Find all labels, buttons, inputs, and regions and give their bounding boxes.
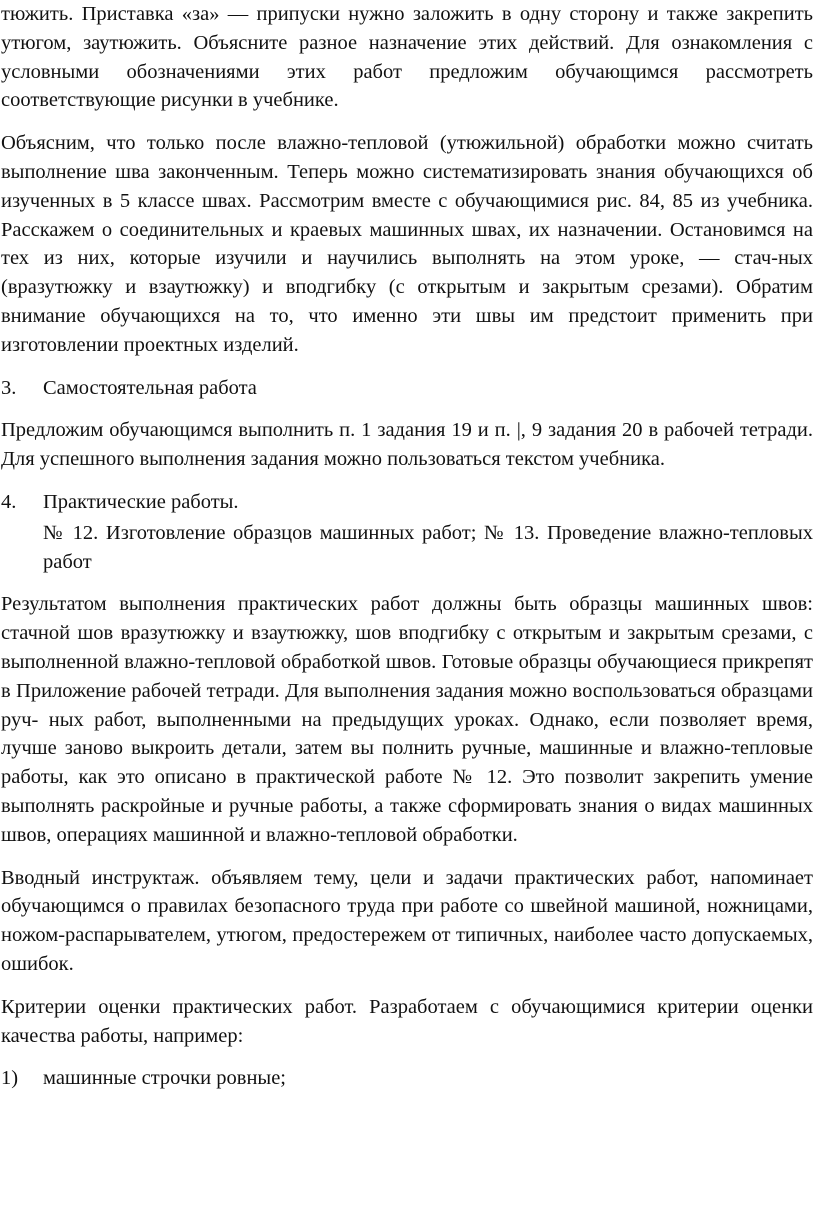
section-heading-independent-work	[1, 374, 813, 403]
paragraph: Критерии оценки практических работ. Разработаем с обучающимися критерии оценки качества работы, например:	[1, 995, 813, 1047]
list-text: Самостоятельная работа	[43, 376, 257, 399]
section-heading-practical-works	[1, 488, 813, 517]
paragraph: тюжить. Приставка «за» — припуски нужно заложить в одну сторону и также закрепить утюгом, заутюжить. Объясните разное назначение этих действий. Для ознакомления с условными обозначениями этих работ предложим обучающимся рассмотреть соответствующие рисунки в учебнике.	[1, 3, 813, 112]
list-text: машинные строчки ровные;	[43, 1067, 286, 1090]
paragraph: Предложим обучающимся выполнить п. 1 задания 19 и п. |, 9 задания 20 в рабочей тетради. Для успешного выполнения задания можно пользоваться текстом учебника.	[1, 419, 813, 471]
paragraph: Результатом выполнения практических работ должны быть образцы машинных швов: стачной шов вразутюжку и взаутюжку, шов вподгибку с открытым и закрытым срезами, с выполненной влажно-тепловой обработкой швов. Готовые образцы обучающиеся прикрепят в Приложение рабочей тетради. Для выполнения задания можно воспользоваться образцами руч- ных работ, выполненными на предыдущих уроках. Однако, если позволяет время, лучше заново выкроить детали, затем вы полнить ручные, машинные и влажно-тепловые работы, как это описано в практической работе № 12. Это позволит закрепить умение выполнять раскройные и ручные работы, а также сформировать знания о видах машинных швов, операциях машинной и влажно-тепловой обработки.	[1, 593, 813, 846]
practical-works-titles: № 12. Изготовление образцов машинных работ; № 13. Проведение влажно-тепловых работ	[43, 521, 813, 573]
paragraph: Вводный инструктаж. объявляем тему, цели и задачи практических работ, напоминает обучающимся о правилах безопасного труда при работе со швейной машиной, ножницами, ножом-распарывателем, утюгом, предостережем от типичных, наиболее часто допускаемых, ошибок.	[1, 866, 813, 975]
list-number: 1)	[1, 1067, 19, 1090]
criteria-list-item	[1, 1064, 813, 1093]
list-text: Практические работы.	[43, 490, 239, 513]
list-number: 3.	[1, 376, 17, 399]
paragraph: Объясним, что только после влажно-тепловой (утюжильной) обработки можно считать выполнение шва законченным. Теперь можно систематизировать знания обучающихся об изученных в 5 классе швах. Рассмотрим вместе с обучающимися рис. 84, 85 из учебника. Расскажем о соединительных и краевых машинных швах, их назначении. Остановимся на тех из них, которые изучили и научились выполнять на этом уроке, — стач-ных (вразутюжку и взаутюжку) и вподгибку (с открытым и закрытым срезами). Обратим внимание обучающихся на то, что именно эти швы им предстоит применить при изготовлении проектных изделий.	[1, 132, 813, 356]
list-number: 4.	[1, 490, 17, 513]
